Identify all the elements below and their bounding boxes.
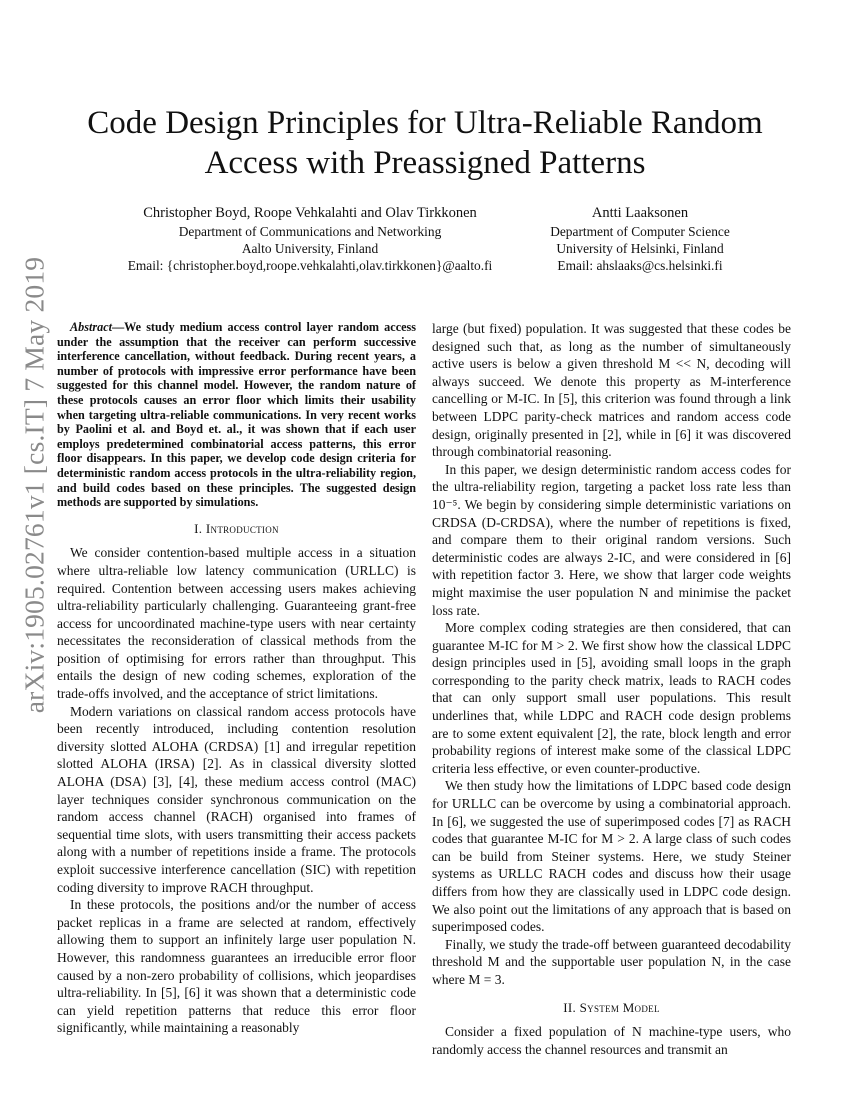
author-email: Email: ahslaaks@cs.helsinki.fi <box>557 258 723 273</box>
author-university: University of Helsinki, Finland <box>556 241 724 256</box>
author-department: Department of Computer Science <box>550 224 730 239</box>
author-block-aalto <box>110 203 510 274</box>
author-university: Aalto University, Finland <box>241 241 379 256</box>
section-title: Introduction <box>205 520 279 536</box>
system-model-paragraph-1: Consider a fixed population of N machine-type users, who randomly access the channel resources and transmit an <box>432 1024 791 1057</box>
section-number: I. <box>194 520 203 536</box>
paper-title: Code Design Principles for Ultra-Reliable Random Access with Preassigned Patterns <box>87 105 763 181</box>
section-title: System Model <box>579 999 660 1015</box>
section-number: II. <box>563 999 577 1015</box>
abstract-text: —We study medium access control layer random access under the assumption that the receiver can perform successive interference cancellation, without feedback. During recent years, a number of protocols with impressive error performance have been suggested for this channel model. However, the random nature of these protocols causes an error floor which limits their usability when targeting ultra-reliable communications. In very recent works by Paolini et al. and Boyd et. al., it was shown that if each user employs predetermined combinatorial access patterns, this error floor disappears. In this paper, we develop code design criteria for deterministic random access protocols in the ultra-reliability region, and build codes based on these principles. The suggested design methods are supported by simulations. <box>57 320 416 510</box>
section-heading-introduction <box>57 520 416 538</box>
right-paragraph-2: In this paper, we design deterministic random access codes for the ultra-reliability region, targeting a packet loss rate less than 10⁻⁵. We begin by considering simple deterministic variations on CRDSA (D-CRDSA), where the number of repetitions is fixed, and compare them to their original random versions. Such deterministic codes are always 2-IC, and were considered in [6] with repetition factor 3. Here, we show that larger code weights might maximise the user population N and minimise the packet loss rate. <box>432 461 791 618</box>
right-column <box>432 320 791 1058</box>
section-heading-system-model <box>432 999 791 1017</box>
author-names: Antti Laaksonen <box>591 205 689 221</box>
abstract-label: Abstract <box>70 320 112 334</box>
author-email: Email: {christopher.boyd,roope.vehkalahti,olav.tirkkonen}@aalto.fi <box>127 258 493 273</box>
intro-paragraph-3: In these protocols, the positions and/or the number of access packet replicas in a frame are selected at random, effectively allowing them to support an infinitely large user population N. However, this randomness guarantees an irreducible error floor caused by a non-zero probability of collisions, which jeopardises ultra-reliability. In [5], [6] it was shown that a deterministic code can yield repetition patterns that reduce this error floor significantly, while maintaining a reasonably <box>57 897 416 1036</box>
author-department: Department of Communications and Networking <box>178 224 442 239</box>
author-names: Christopher Boyd, Roope Vehkalahti and Olav Tirkkonen <box>143 205 477 221</box>
arxiv-id-text: arXiv:1905.02761v1 [cs.IT] 7 May 2019 <box>18 256 49 714</box>
left-column <box>57 320 416 1037</box>
intro-paragraph-1: We consider contention-based multiple access in a situation where ultra-reliable low latency communication (URLLC) is required. Contention between accessing users makes achieving ultra-reliability particularly challenging. Guaranteeing grant-free access for uncoordinated machine-type users with near certainty necessitates the reconsideration of classical methods from the position of optimising for errors rather than throughput. This entails the design of new coding schemes, exploration of the trade-offs involved, and the acceptance of strict limitations. <box>57 545 416 702</box>
author-block-helsinki <box>535 203 745 274</box>
right-paragraph-1: large (but fixed) population. It was suggested that these codes be designed such that, as long as the number of simultaneously active users is below a given threshold M << N, decoding will always succeed. We denote this property as M-interference cancelling or M-IC. In [5], this criterion was found through a link between LDPC parity-check matrices and random access code design, originally presented in [2], while in [6] it was discovered through combinatorial reasoning. <box>432 321 791 460</box>
arxiv-identifier <box>8 256 60 714</box>
right-paragraph-4: We then study how the limitations of LDPC based code design for URLLC can be overcome by using a combinatorial approach. In [6], we suggested the use of superimposed codes [7] as RACH codes that guarantee M-IC for M > 2. A large class of such codes can be build from Steiner systems. Here, we study Steiner systems as URLLC RACH codes and discuss how their usage differs from how they are classically used in LDPC code design. We also point out the limitations of any approach that is based on superimposed codes. <box>432 778 791 935</box>
intro-paragraph-2: Modern variations on classical random access protocols have been recently introduced, including contention resolution diversity slotted ALOHA (CRDSA) [1] and irregular repetition slotted ALOHA (IRSA) [2]. As in classical diversity slotted ALOHA (DSA) [3], [4], these medium access control (MAC) layer techniques consider synchronous communication on the random access channel (RACH) organised into frames of sequential time slots, with users transmitting their access packets along with a number of repetitions inside a frame. The protocols exploit successive interference cancellation (SIC) with repetition coding diversity to improve RACH throughput. <box>57 703 416 895</box>
right-paragraph-5: Finally, we study the trade-off between guaranteed decodability threshold M and the supportable user population N, in the case where M = 3. <box>432 936 791 987</box>
right-paragraph-3: More complex coding strategies are then considered, that can guarantee M-IC for M > 2. We first show how the classical LDPC design principles used in [5], avoiding small loops in the graph corresponding to the parity check matrix, leads to RACH codes that can only support small user populations. This result underlines that, while LDPC and RACH code design problems are to some extent equivalent [2], the rate, block length and error probability regions of interest make some of the classical LDPC criteria less effective, or even counter-productive. <box>432 620 791 776</box>
abstract <box>57 320 416 510</box>
